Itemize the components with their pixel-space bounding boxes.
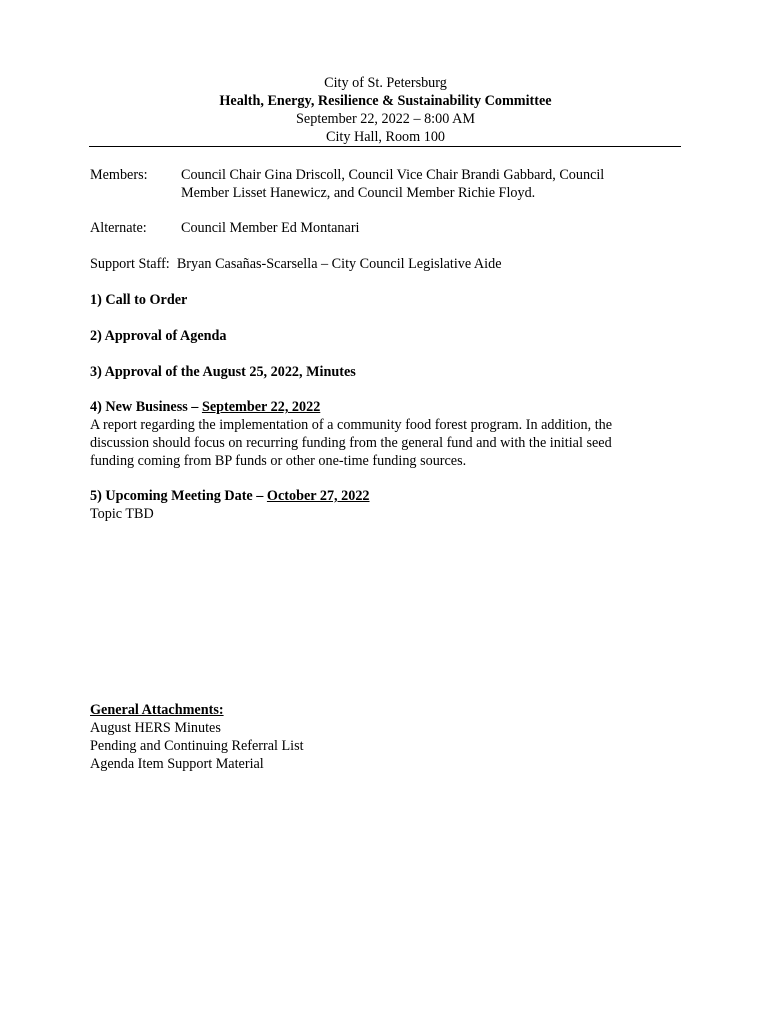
meeting-datetime: September 22, 2022 – 8:00 AM: [296, 111, 475, 127]
attachment-item: Pending and Continuing Referral List: [90, 738, 304, 754]
alternate-value: Council Member Ed Montanari: [181, 220, 360, 236]
item-4-body-line-1: A report regarding the implementation of a community food forest program. In addition, the: [90, 417, 613, 433]
item-4-label: 4) New Business –: [90, 399, 202, 415]
agenda-item-3: 3) Approval of the August 25, 2022, Minutes: [90, 364, 356, 380]
attachments-heading: General Attachments:: [90, 702, 224, 718]
item-4-body-line-2: discussion should focus on recurring funding from the general fund and with the initial seed: [90, 435, 612, 451]
agenda-item-1: 1) Call to Order: [90, 292, 188, 308]
agenda-item-5-title: [90, 487, 690, 505]
members-label: Members:: [90, 167, 148, 183]
header-divider: [89, 146, 681, 147]
attachment-item: Agenda Item Support Material: [90, 756, 264, 772]
support-staff-label: Support Staff:: [90, 256, 170, 272]
agenda-item-5-body: Topic TBD: [90, 506, 154, 522]
item-5-date: October 27, 2022: [266, 488, 370, 504]
agenda-item-2: 2) Approval of Agenda: [90, 328, 227, 344]
alternate-label: Alternate:: [90, 220, 147, 236]
committee-name: Health, Energy, Resilience & Sustainability Committee: [219, 93, 552, 109]
item-4-body-line-3: funding coming from BP funds or other one-time funding sources.: [90, 453, 467, 469]
meeting-location: City Hall, Room 100: [325, 129, 446, 145]
agenda-item-4-title: [90, 398, 690, 416]
members-line-1: Council Chair Gina Driscoll, Council Vice Chair Brandi Gabbard, Council: [181, 167, 605, 183]
general-attachments: [90, 701, 690, 773]
item-5-label: 5) Upcoming Meeting Date –: [90, 488, 267, 504]
support-staff-value: Bryan Casañas-Scarsella – City Council Legislative Aide: [176, 256, 502, 272]
agenda-item-4-body: [90, 416, 690, 470]
item-4-date: September 22, 2022: [201, 399, 321, 415]
members-value: [181, 166, 681, 202]
document-header: [90, 74, 681, 146]
support-staff-section: [90, 255, 690, 273]
members-line-2: Member Lisset Hanewicz, and Council Member Richie Floyd.: [181, 185, 536, 201]
attachment-item: August HERS Minutes: [90, 720, 221, 736]
city-name: City of St. Petersburg: [324, 75, 447, 91]
